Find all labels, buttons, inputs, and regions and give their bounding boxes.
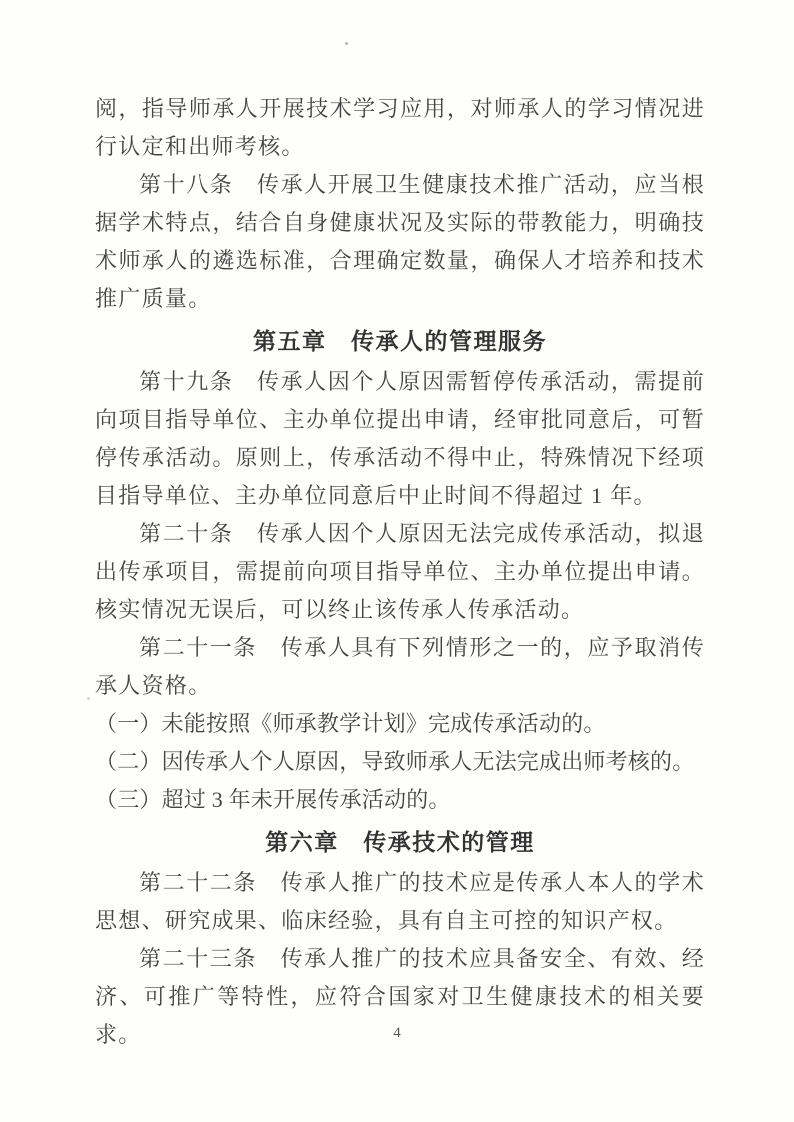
- list-item-1: （一）未能按照《师承教学计划》完成传承活动的。: [95, 711, 606, 736]
- scan-speck: [345, 42, 348, 45]
- paragraph-article-22: 第二十二条 传承人推广的技术应是传承人本人的学术思想、研究成果、临床经验，具有自主可控的知识产权。: [95, 870, 705, 933]
- list-item-2: （二）因传承人个人原因，导致师承人无法完成出师考核的。: [95, 749, 695, 774]
- list-item-3: （三）超过 3 年未开展传承活动的。: [95, 787, 451, 812]
- document-body: [95, 90, 705, 1054]
- paragraph-article-19: 第十九条 传承人因个人原因需暂停传承活动，需提前向项目指导单位、主办单位提出申请，经审批同意后，可暂停传承活动。原则上，传承活动不得中止，特殊情况下经项目指导单位、主办单位同意后中止时间不得超过 1 年。: [95, 369, 705, 508]
- paragraph-article-18: 第十八条 传承人开展卫生健康技术推广活动，应当根据学术特点，结合自身健康状况及实际的带教能力，明确技术师承人的遴选标准，合理确定数量，确保人才培养和技术推广质量。: [95, 172, 705, 311]
- chapter-heading-6: 第六章 传承技术的管理: [265, 829, 535, 855]
- chapter-heading-5: 第五章 传承人的管理服务: [253, 328, 547, 354]
- paragraph-article-20: 第二十条 传承人因个人原因无法完成传承活动，拟退出传承项目，需提前向项目指导单位、主办单位提出申请。核实情况无误后，可以终止该传承人传承活动。: [95, 521, 705, 622]
- paragraph-article-23: 第二十三条 传承人推广的技术应具备安全、有效、经济、可推广等特性，应符合国家对卫生健康技术的相关要求。: [95, 946, 705, 1047]
- scan-speck: [87, 697, 90, 700]
- paragraph-continuation: 阅，指导师承人开展技术学习应用，对师承人的学习情况进行认定和出师考核。: [95, 96, 705, 159]
- paragraph-article-21: 第二十一条 传承人具有下列情形之一的，应予取消传承人资格。: [95, 635, 705, 698]
- page-number: 4: [393, 1025, 401, 1041]
